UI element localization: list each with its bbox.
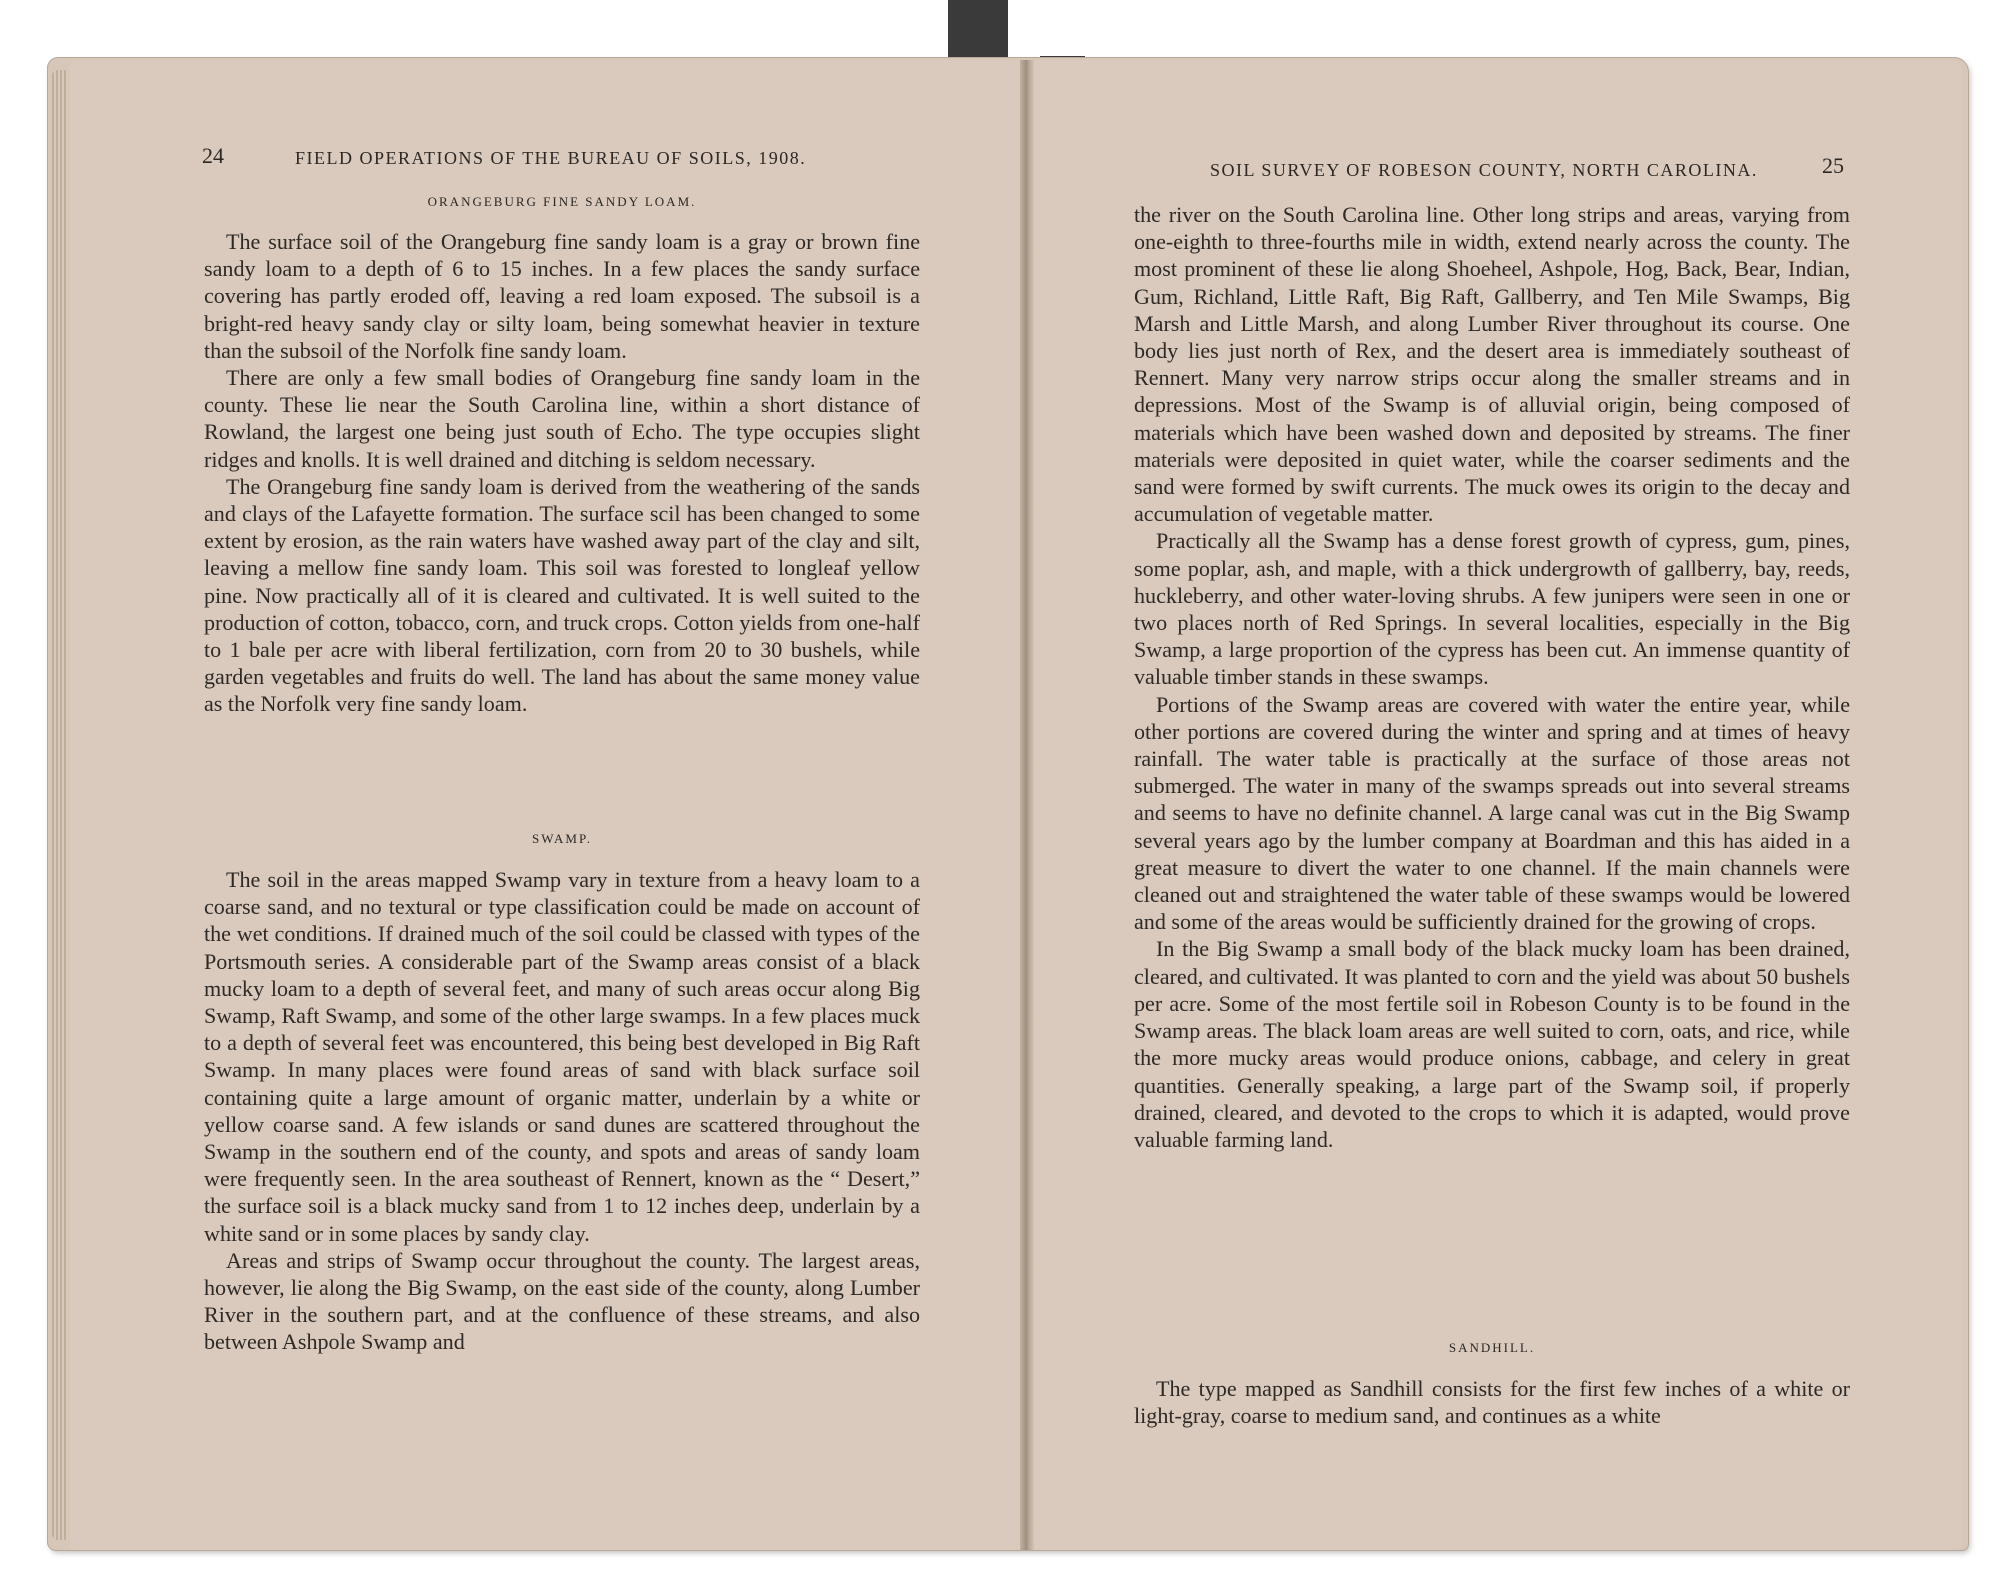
paragraph: There are only a few small bodies of Orangeburg fine sandy loam in the county. These lie near the South Carolina line, within a short distance of Rowland, the largest one being just south of Echo. The type occupies slight ridges and knolls. It is well drained and ditching is seldom necessary. <box>204 365 920 472</box>
book-gutter <box>1020 60 1034 1550</box>
right-page-number: 25 <box>1822 153 1844 178</box>
left-text-swamp <box>204 866 920 1356</box>
paragraph: Practically all the Swamp has a dense forest growth of cypress, gum, pines, some poplar, ash, and maple, with a thick undergrowth of gallberry, bay, reeds, huckleberry, and other water-loving shrubs. A few junipers were seen in one or two places north of Red Springs. In several localities, especially in the Big Swamp, a large proportion of the cypress has been cut. An immense quantity of valuable timber stands in these swamps. <box>1134 528 1850 690</box>
paragraph: The surface soil of the Orangeburg fine sandy loam is a gray or brown fine sandy loam to a depth of 6 to 15 inches. In a few places the sandy surface covering has partly eroded off, leaving a red loam exposed. The subsoil is a bright-red heavy sandy clay or silty loam, being somewhat heavier in texture than the subsoil of the Norfolk fine sandy loam. <box>204 229 920 363</box>
paragraph: In the Big Swamp a small body of the black mucky loam has been drained, cleared, and cultivated. It was planted to corn and the yield was about 50 bushels per acre. Some of the most fertile soil in Robeson County is to be found in the Swamp areas. The black loam areas are well suited to corn, oats, and rice, while the more mucky areas would produce onions, cabbage, and celery in great quantities. Generally speaking, a large part of the Swamp soil, if properly drained, cleared, and devoted to the crops to which it is adapted, would prove valuable farming land. <box>1134 936 1850 1152</box>
right-text-swamp-continued <box>1134 201 1850 1153</box>
paragraph: The Orangeburg fine sandy loam is derived from the weathering of the sands and clays of the Lafayette formation. The surface scil has been changed to some extent by erosion, as the rain waters have washed away part of the clay and silt, leaving a mellow fine sandy loam. This soil was forested to longleaf yellow pine. Now practically all of it is cleared and cultivated. It is well suited to the production of cotton, tobacco, corn, and truck crops. Cotton yields from one-half to 1 bale per acre with liberal fertilization, corn from 20 to 30 bushels, while garden vegetables and fruits do well. The land has about the same money value as the Norfolk very fine sandy loam. <box>204 473 920 717</box>
section-heading-swamp: SWAMP. <box>531 831 593 846</box>
paragraph: Portions of the Swamp areas are covered with water the entire year, while other portions are covered during the winter and spring and at times of heavy rainfall. The water table is practically at the surface of those areas not submerged. The water in many of the swamps spreads out into several streams and seems to have no definite channel. A large canal was cut in the Big Swamp several years ago by the lumber company at Boardman and this has aided in a great measure to divert the water to one channel. If the main channels were cleaned out and straightened the water table of these swamps would be lowered and some of the areas would be sufficiently drained for the growing of crops. <box>1134 691 1850 935</box>
left-running-header: FIELD OPERATIONS OF THE BUREAU OF SOILS, 1908. <box>295 148 807 168</box>
left-text-orangeburg <box>204 228 920 718</box>
right-text-sandhill <box>1134 1375 1850 1429</box>
left-page-number: 24 <box>202 143 224 168</box>
right-running-header: SOIL SURVEY OF ROBESON COUNTY, NORTH CAROLINA. <box>1210 160 1758 180</box>
section-heading-sandhill: SANDHILL. <box>1448 1340 1536 1355</box>
page-edges <box>52 70 68 1540</box>
paragraph: Areas and strips of Swamp occur throughout the county. The largest areas, however, lie along the Big Swamp, on the east side of the county, along Lumber River in the southern part, and at the confluence of these streams, and also between Ashpole Swamp and <box>204 1247 920 1355</box>
paragraph: the river on the South Carolina line. Other long strips and areas, varying from one-eighth to three-fourths mile in width, extend nearly across the county. The most prominent of these lie along Shoeheel, Ashpole, Hog, Back, Bear, Indian, Gum, Richland, Little Raft, Big Raft, Gallberry, and Ten Mile Swamps, Big Marsh and Little Marsh, and along Lumber River throughout its course. One body lies just north of Rex, and the desert area is immediately southeast of Rennert. Many very narrow strips occur along the smaller streams and in depressions. Most of the Swamp is of alluvial origin, being composed of materials which have been washed down and deposited by streams. The finer materials were deposited in quiet water, while the coarser sediments and the sand were formed by swift currents. The muck owes its origin to the decay and accumulation of vegetable matter. <box>1134 202 1850 527</box>
paragraph: The type mapped as Sandhill consists for the first few inches of a white or light-gray, coarse to medium sand, and continues as a white <box>1134 1376 1850 1429</box>
paragraph: The soil in the areas mapped Swamp vary in texture from a heavy loam to a coarse sand, and no textural or type classification could be made on account of the wet conditions. If drained much of the soil could be classed with types of the Portsmouth series. A considerable part of the Swamp areas consist of a black mucky loam to a depth of several feet, and many of such areas occur along Big Swamp, Raft Swamp, and some of the other large swamps. In a few places muck to a depth of several feet was encountered, this being best developed in Big Raft Swamp. In many places were found areas of sand with black surface soil containing quite a large amount of organic matter, underlain by a white or yellow coarse sand. A few islands or sand dunes are scattered throughout the Swamp in the southern end of the county, and spots and areas of sandy loam were frequently seen. In the area southeast of Rennert, known as the “ Desert,” the surface soil is a black mucky sand from 1 to 12 inches deep, underlain by a white sand or in some places by sandy clay. <box>204 867 920 1246</box>
scan-edge-top-left <box>948 0 1008 60</box>
section-heading-orangeburg: ORANGEBURG FINE SANDY LOAM. <box>427 194 697 209</box>
